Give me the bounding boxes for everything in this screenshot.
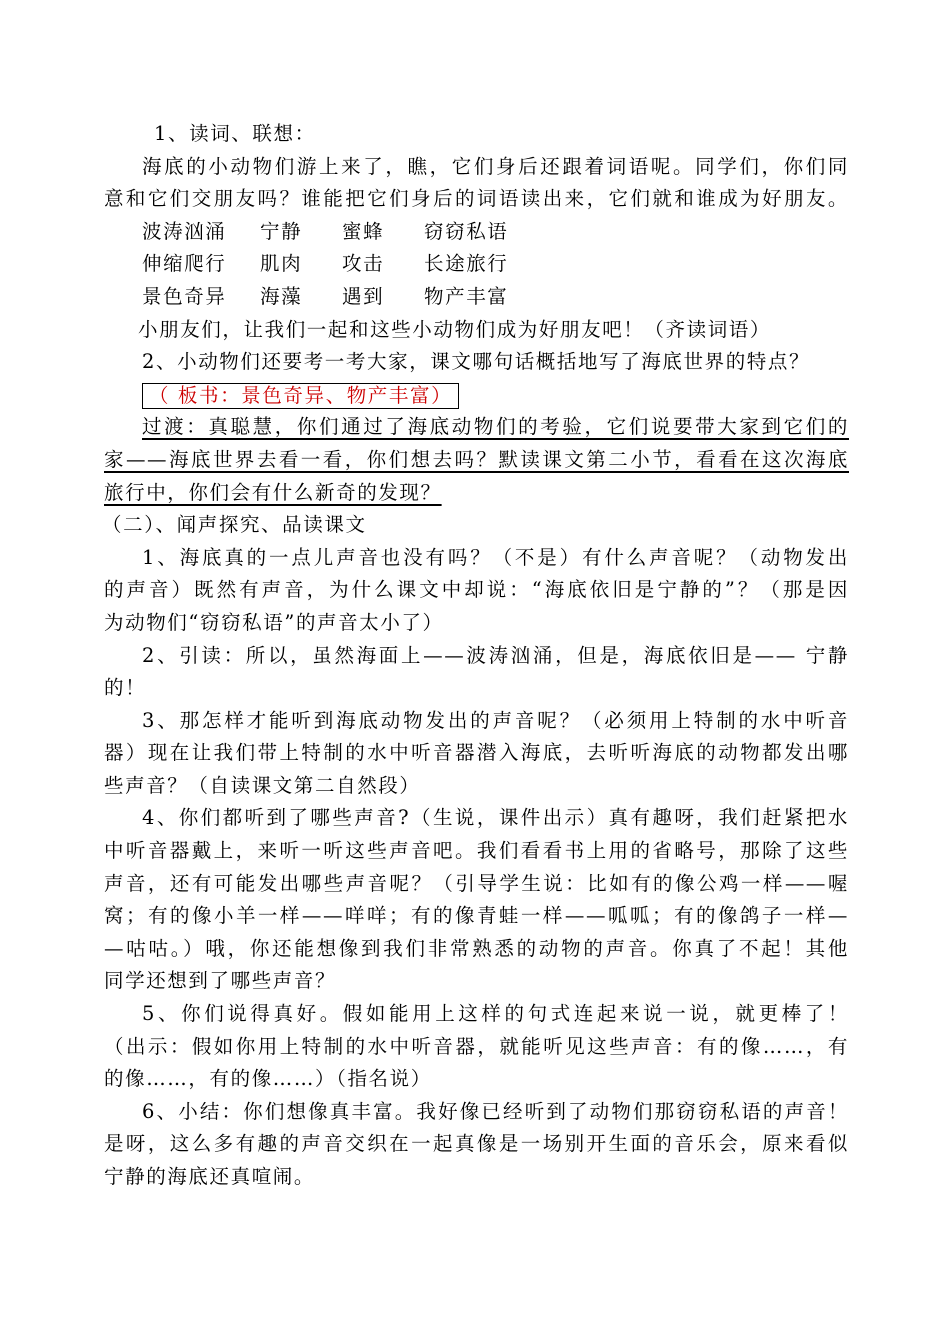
section-1-heading: 1、读词、联想： [154,122,316,145]
paragraph-line: 1、海底真的一点儿声音也没有吗？（不是）有什么声音呢？（动物发出 [142,545,849,569]
paragraph-line: （出示：假如你用上特制的水中听音器，就能听见这些声音：有的像……，有 [104,1034,849,1058]
transition-line: 过渡：真聪慧，你们通过了海底动物们的考验，它们说要带大家到它们的 [142,415,849,439]
vocab-word: 攻击 [342,252,385,276]
paragraph-line: 6、小结：你们想像真丰富。我好像已经听到了动物们那窃窃私语的声音！ [142,1099,849,1123]
paragraph-line: 是呀，这么多有趣的声音交织在一起真像是一场别开生面的音乐会，原来看似 [104,1132,849,1156]
word-row-1 [104,216,849,249]
vocab-word: 波涛汹涌 [142,219,227,243]
paragraph-line: 器）现在让我们带上特制的水中听音器潜入海底，去听听海底的动物都发出哪 [104,741,849,765]
paragraph-line: 为动物们“窃窃私语”的声音太小了） [104,610,444,634]
paragraph-line: 的！ [104,676,147,700]
board-note-row [104,379,849,412]
word-row-3 [104,281,849,314]
paragraph-line: 2、引读：所以，虽然海面上——波涛汹涌，但是，海底依旧是—— 宁静 [142,643,849,667]
paragraph-line: 海底的小动物们游上来了，瞧，它们身后还跟着词语呢。同学们，你们同 [142,154,849,178]
vocab-word: 遇到 [342,284,385,308]
paragraph-line: 中听音器戴上，来听一听这些声音吧。我们看看书上用的省略号，那除了这些 [104,839,849,863]
vocab-word: 窃窃私语 [424,219,509,243]
paragraph-line: 同学还想到了哪些声音？ [104,969,337,993]
paragraph-line: —咕咕。）哦，你还能想像到我们非常熟悉的动物的声音。你真了不起！其他 [104,936,849,960]
paragraph-line: 意和它们交朋友吗？谁能把它们身后的词语读出来，它们就和谁成为好朋友。 [104,187,849,211]
paragraph-line: 些声音？（自读课文第二自然段） [104,773,421,797]
vocab-word: 伸缩爬行 [142,252,227,276]
vocab-word: 肌肉 [260,252,303,276]
board-note: （ 板书：景色奇异、物产丰富） [142,383,459,409]
transition-line-last: 旅行中，你们会有什么新奇的发现？ [104,480,442,504]
paragraph-line: 的声音）既然有声音，为什么课文中却说：“海底依旧是宁静的”？（那是因 [104,578,849,602]
paragraph-line: 小朋友们，让我们一起和这些小动物们成为好朋友吧！（齐读词语） [138,317,772,341]
transition-line: 家——海底世界去看一看，你们想去吗？默读课文第二小节，看看在这次海底 [104,447,849,471]
document-page [104,118,849,1194]
section-2-question: 2、小动物们还要考一考大家，课文哪句话概括地写了海底世界的特点？ [142,350,811,374]
vocab-word: 长途旅行 [424,252,509,276]
vocab-word: 海藻 [260,284,303,308]
paragraph-line: 声音，还有可能发出哪些声音呢？（引导学生说：比如有的像公鸡一样——喔 [104,871,849,895]
paragraph-line: 5、你们说得真好。假如能用上这样的句式连起来说一说，就更棒了！ [142,1002,849,1026]
word-row-2 [104,248,849,281]
vocab-word: 蜜蜂 [342,219,385,243]
paragraph-line: 的像……，有的像……）（指名说） [104,1067,432,1091]
paragraph-line: 宁静的海底还真喧闹。 [104,1165,316,1188]
vocab-word: 物产丰富 [424,284,509,308]
paragraph-line: 3、那怎样才能听到海底动物发出的声音呢？（必须用上特制的水中听音 [142,708,849,732]
section-2-heading: （二）、闻声探究、品读课文 [102,513,367,537]
vocab-word: 宁静 [260,219,303,243]
vocab-word: 景色奇异 [142,284,227,308]
paragraph-line: 窝；有的像小羊一样——咩咩；有的像青蛙一样——呱呱；有的像鸽子一样— [104,904,849,928]
paragraph-line: 4、你们都听到了哪些声音?（生说，课件出示）真有趣呀，我们赶紧把水 [142,806,849,830]
